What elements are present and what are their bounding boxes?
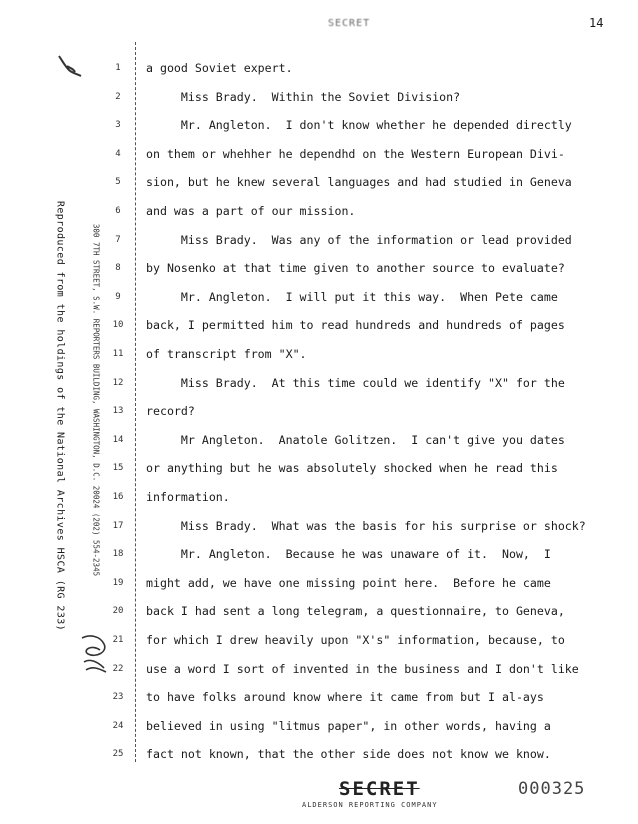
line-number: 4 xyxy=(115,148,121,159)
line-number: 3 xyxy=(115,120,121,131)
transcript-line: Mr. Angleton. I don't know whether he depended directly xyxy=(146,118,572,133)
page-number: 14 xyxy=(589,16,604,30)
line-number: 2 xyxy=(115,91,121,102)
line-number: 21 xyxy=(112,635,124,645)
reproduction-note xyxy=(40,36,80,796)
initials-stamp-icon xyxy=(78,632,110,674)
line-number: 14 xyxy=(112,434,124,445)
transcript-line: back I had sent a long telegram, a questionnaire, to Geneva, xyxy=(146,604,565,619)
transcript-line: or anything but he was absolutely shocked when he read this xyxy=(146,461,558,476)
footer-classification-stamp: SECRET xyxy=(339,778,420,800)
line-number: 1 xyxy=(115,63,121,73)
transcript-line: by Nosenko at that time given to another source to evaluate? xyxy=(146,261,565,276)
line-number: 22 xyxy=(112,663,124,674)
transcript-line: Miss Brady. Was any of the information or lead provided xyxy=(146,232,572,247)
line-number: 19 xyxy=(112,577,124,588)
transcript-line: Miss Brady. Within the Soviet Division? xyxy=(146,89,461,104)
transcript-line: record? xyxy=(146,404,195,419)
line-number: 25 xyxy=(112,749,124,760)
transcript-line: and was a part of our mission. xyxy=(146,204,356,218)
line-number: 6 xyxy=(115,206,121,216)
reporter-address xyxy=(76,150,116,650)
margin-rule xyxy=(135,42,136,762)
header-classification-stamp: SECRET xyxy=(328,18,371,29)
transcript-line: information. xyxy=(146,490,230,504)
line-number: 7 xyxy=(115,234,121,245)
line-number: 8 xyxy=(115,263,121,274)
line-number: 5 xyxy=(115,177,121,188)
reporting-firm: ALDERSON REPORTING COMPANY xyxy=(302,801,438,809)
line-number: 18 xyxy=(112,549,124,560)
line-number: 11 xyxy=(112,349,124,359)
transcript-line: fact not known, that the other side does not know we know. xyxy=(146,747,551,762)
line-number: 16 xyxy=(112,492,124,502)
transcript-line: might add, we have one missing point here. Before he came xyxy=(146,575,551,590)
reproduction-note-text: Reproduced from the holdings of the National Archives HSCA (RG 233) xyxy=(54,200,66,632)
line-number: 10 xyxy=(112,320,124,331)
reporter-address-text: 300 7TH STREET, S.W. REPORTERS BUILDING, WASHINGTON, D.C. 20024 (202) 554-2345 xyxy=(91,223,101,577)
document-number: 000325 xyxy=(518,779,586,799)
transcript-line: Mr. Angleton. I will put it this way. When Pete came xyxy=(146,289,558,304)
transcript-line: on them or whehher he dependhd on the Western European Divi- xyxy=(146,146,565,161)
line-number: 12 xyxy=(112,377,124,388)
transcript-line: Miss Brady. At this time could we identify "X" for the xyxy=(146,375,565,390)
line-number: 23 xyxy=(112,692,124,703)
transcript-line: Miss Brady. What was the basis for his surprise or shock? xyxy=(146,518,586,533)
line-number: 24 xyxy=(112,720,124,731)
transcript-line: of transcript from "X". xyxy=(146,347,307,361)
line-number: 20 xyxy=(112,606,124,617)
line-number: 17 xyxy=(112,520,124,531)
transcript-line: a good Soviet expert. xyxy=(146,61,293,75)
transcript-line: for which I drew heavily upon "X's" information, because, to xyxy=(146,633,565,647)
transcript-line: Mr Angleton. Anatole Golitzen. I can't give you dates xyxy=(146,432,565,447)
line-number: 9 xyxy=(115,291,121,302)
transcript-line: believed in using "litmus paper", in other words, having a xyxy=(146,718,551,733)
transcript-line: sion, but he knew several languages and had studied in Geneva xyxy=(146,175,572,190)
transcript-line: Mr. Angleton. Because he was unaware of it. Now, I xyxy=(146,547,551,562)
transcript-line: back, I permitted him to read hundreds and hundreds of pages xyxy=(146,318,565,333)
transcript-line: use a word I sort of invented in the business and I don't like xyxy=(146,661,579,676)
transcript-line: to have folks around know where it came from but I al-ays xyxy=(146,690,544,705)
line-number: 15 xyxy=(112,463,124,474)
line-number: 13 xyxy=(112,406,124,417)
